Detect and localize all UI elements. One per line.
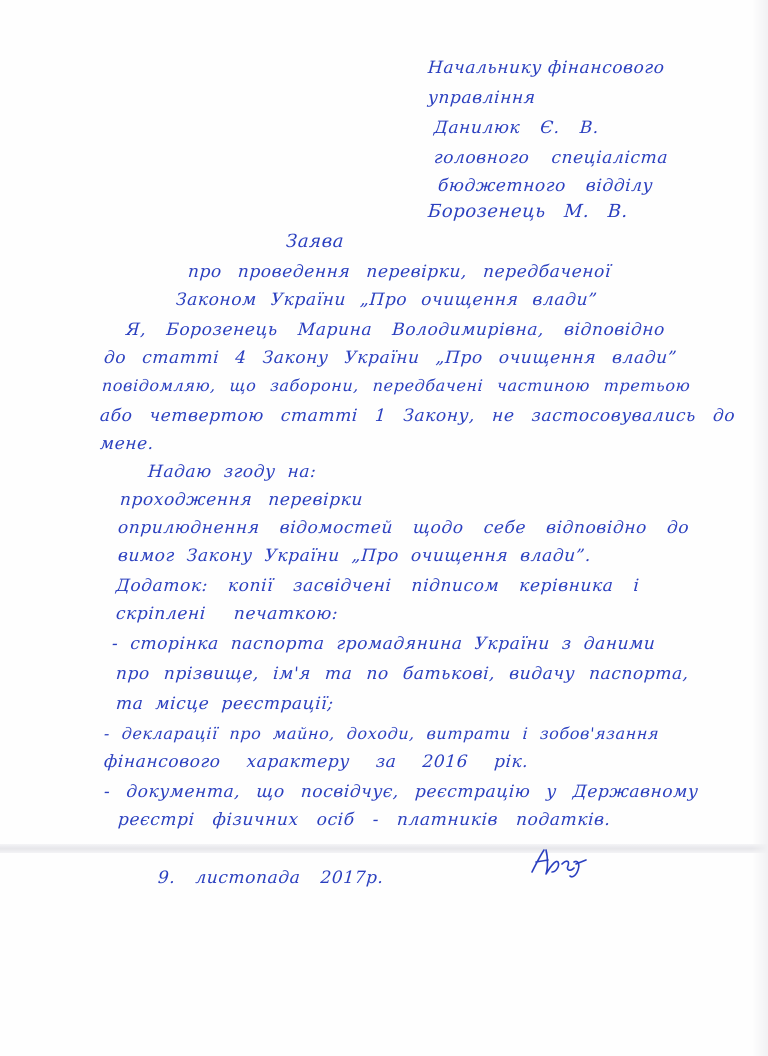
header-line-3: Данилюк Є. В. [433, 118, 600, 138]
attachment-item-a-line-1: - сторінка паспорта громадянина України з даними [111, 634, 657, 654]
title-line-2: про проведення перевірки, передбаченої [187, 262, 612, 282]
attachment-line-2: скріплені печаткою: [115, 604, 339, 624]
document-title: Заява [285, 231, 345, 252]
attachment-line-1: Додаток: копії засвідчені підписом керівника і [115, 576, 641, 596]
title-line-3: Законом України „Про очищення влади” [175, 290, 599, 310]
paragraph-1-line-2: до статті 4 Закону України „Про очищення влади” [103, 348, 678, 368]
header-line-6: Борозенець М. В. [427, 201, 629, 222]
paragraph-1-line-1: Я, Борозенець Марина Володимирівна, відповідно [125, 320, 666, 340]
paragraph-1-line-3: повідомляю, що заборони, передбачені частиною третьою [101, 376, 692, 395]
header-line-2: управління [427, 88, 537, 108]
header-line-4: головного спеціаліста [433, 148, 669, 168]
page-edge-shadow [752, 0, 768, 1056]
consent-item-1: проходження перевірки [119, 490, 364, 510]
paragraph-1-line-4: або четвертою статті 1 Закону, не застосовувались до [99, 406, 736, 426]
consent-intro: Надаю згоду на: [147, 462, 318, 482]
header-line-5: бюджетного відділу [437, 176, 654, 196]
attachment-item-b-line-1: - декларації про майно, доходи, витрати і зобов'язання [103, 724, 660, 743]
document-date: 9. листопада 2017р. [157, 868, 385, 888]
header-line-1: Начальнику фінансового [427, 58, 666, 78]
attachment-item-b-line-2: фінансового характеру за 2016 рік. [103, 752, 530, 772]
consent-item-2-line-2: вимог Закону України „Про очищення влади”. [117, 546, 592, 566]
attachment-item-a-line-3: та місце реєстрації; [115, 694, 335, 714]
handwritten-signature [526, 842, 596, 882]
consent-item-2-line-1: оприлюднення відомостей щодо себе відповідно до [117, 518, 690, 538]
attachment-item-a-line-2: про прізвище, ім'я та по батькові, видачу паспорта, [115, 664, 690, 684]
attachment-item-c-line-1: - документа, що посвідчує, реєстрацію у Державному [103, 782, 700, 802]
scan-artifact-band [0, 844, 768, 853]
attachment-item-c-line-2: реєстрі фізичних осіб - платників податків. [117, 810, 612, 830]
paragraph-1-line-5: мене. [99, 434, 155, 454]
